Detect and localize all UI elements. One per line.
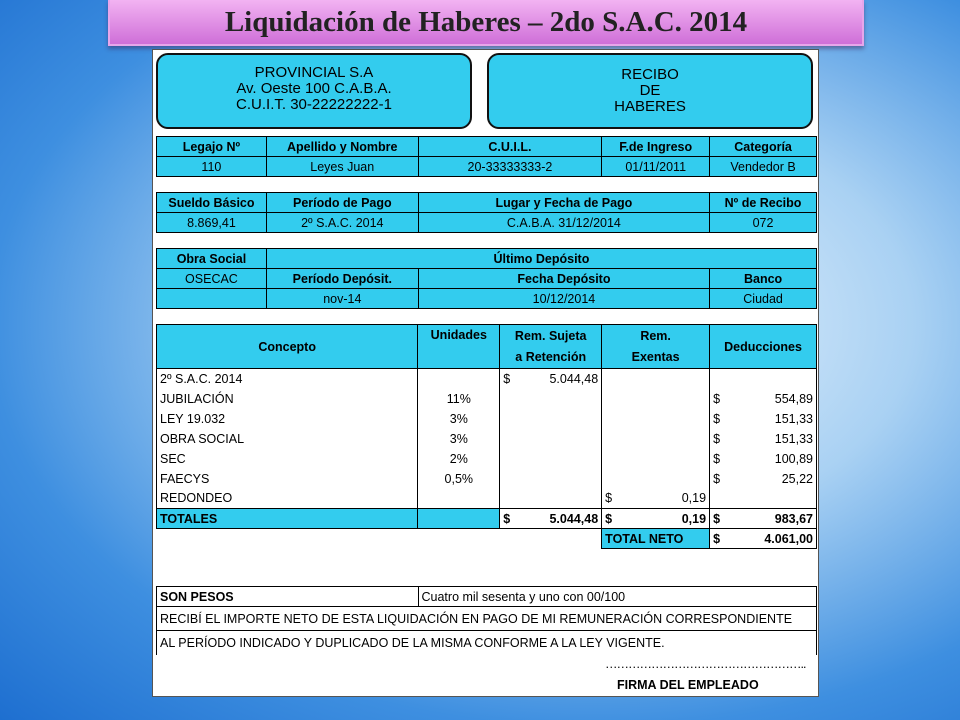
sueldo-basico-value: 8.869,41 (157, 213, 267, 233)
company-cuit: C.U.I.T. 30-22222222-1 (236, 96, 392, 113)
concept-sujeta (500, 369, 602, 389)
concept-sujeta (500, 409, 602, 429)
son-pesos-label: SON PESOS (157, 587, 419, 607)
concept-deducciones (710, 449, 817, 469)
header-apellido: Apellido y Nombre (266, 137, 418, 157)
concept-sujeta (500, 469, 602, 489)
concept-unidades (418, 489, 500, 509)
concept-unidades: 2% (418, 449, 500, 469)
concept-exentas (602, 449, 710, 469)
obra-social-value: OSECAC (157, 269, 267, 289)
concept-sujeta (500, 429, 602, 449)
payslip-sheet (152, 49, 819, 697)
declaration-line-2: AL PERÍODO INDICADO Y DUPLICADO DE LA MISMA CONFORME A LA LEY VIGENTE. (157, 631, 817, 655)
concept-unidades: 3% (418, 429, 500, 449)
periodo-deposito-value: nov-14 (266, 289, 418, 309)
concept-row (157, 429, 817, 449)
lugar-fecha-value: C.A.B.A. 31/12/2014 (418, 213, 709, 233)
title-banner (108, 0, 864, 46)
concept-deducciones (710, 389, 817, 409)
concept-deducciones (710, 369, 817, 389)
payment-table (156, 192, 817, 233)
header-unidades: Unidades (418, 325, 500, 369)
concepts-table (156, 324, 817, 549)
cuil-value: 20-33333333-2 (418, 157, 602, 177)
header-rem-sujeta-2: a Retención (500, 347, 602, 369)
company-address: Av. Oeste 100 C.A.B.A. (236, 80, 392, 97)
concept-name: JUBILACIÓN (157, 389, 418, 409)
header-deducciones: Deducciones (710, 325, 817, 369)
header-rem-sujeta-1: Rem. Sujeta (500, 325, 602, 347)
header-rem-exentas-1: Rem. (602, 325, 710, 347)
amount-value: 5.044,48 (549, 371, 599, 386)
header-lugar-fecha: Lugar y Fecha de Pago (418, 193, 709, 213)
currency-sign: $ (713, 471, 721, 486)
header-categoria: Categoría (710, 137, 817, 157)
header-sueldo-basico: Sueldo Básico (157, 193, 267, 213)
currency-sign: $ (713, 391, 721, 406)
concept-name: LEY 19.032 (157, 409, 418, 429)
total-neto-label: TOTAL NETO (602, 529, 710, 549)
concept-exentas (602, 429, 710, 449)
amount-value: 151,33 (774, 431, 813, 446)
periodo-pago-value: 2º S.A.C. 2014 (266, 213, 418, 233)
concept-row (157, 489, 817, 509)
fecha-ingreso-value: 01/11/2011 (602, 157, 710, 177)
concept-exentas (602, 489, 710, 509)
header-obra-social: Obra Social (157, 249, 267, 269)
concept-sujeta (500, 449, 602, 469)
totals-unidades-empty (418, 509, 500, 529)
concept-unidades: 11% (418, 389, 500, 409)
header-fecha-ingreso: F.de Ingreso (602, 137, 710, 157)
company-box (156, 53, 472, 129)
total-neto-value: $ 4.061,00 (710, 529, 817, 549)
currency-sign: $ (713, 451, 721, 466)
son-pesos-table (156, 586, 817, 655)
obra-social-empty (157, 289, 267, 309)
totals-deducciones: $ 983,67 (710, 509, 817, 529)
header-ultimo-deposito: Último Depósito (266, 249, 816, 269)
concept-row (157, 389, 817, 409)
header-nro-recibo: Nº de Recibo (710, 193, 817, 213)
header-banco: Banco (710, 269, 817, 289)
concept-deducciones (710, 469, 817, 489)
concept-name: SEC (157, 449, 418, 469)
header-legajo: Legajo Nº (157, 137, 267, 157)
signature-label: FIRMA DEL EMPLEADO (617, 678, 759, 692)
concept-exentas (602, 409, 710, 429)
currency-sign: $ (605, 491, 613, 506)
currency-sign: $ (713, 411, 721, 426)
concept-exentas (602, 389, 710, 409)
concept-row (157, 369, 817, 389)
concept-unidades: 0,5% (418, 469, 500, 489)
receipt-title-line-1: RECIBO (621, 66, 679, 83)
concept-row (157, 469, 817, 489)
page-title: Liquidación de Haberes – 2do S.A.C. 2014 (224, 5, 748, 38)
son-pesos-value: Cuatro mil sesenta y uno con 00/100 (418, 587, 817, 607)
concept-row (157, 449, 817, 469)
company-name: PROVINCIAL S.A (254, 64, 374, 81)
totals-label: TOTALES (157, 509, 418, 529)
concept-deducciones (710, 429, 817, 449)
concept-deducciones (710, 489, 817, 509)
totals-exentas: $ 0,19 (602, 509, 710, 529)
concept-name: 2º S.A.C. 2014 (157, 369, 418, 389)
amount-value: 25,22 (781, 471, 813, 486)
concept-exentas (602, 469, 710, 489)
concept-name: FAECYS (157, 469, 418, 489)
nro-recibo-value: 072 (710, 213, 817, 233)
header-periodo-deposito: Período Depósit. (266, 269, 418, 289)
deposit-table (156, 248, 817, 309)
nombre-value: Leyes Juan (266, 157, 418, 177)
amount-value: 0,19 (681, 491, 707, 506)
totals-sujeta: $ 5.044,48 (500, 509, 602, 529)
header-rem-exentas-2: Exentas (602, 347, 710, 369)
concept-row (157, 409, 817, 429)
fecha-deposito-value: 10/12/2014 (418, 289, 709, 309)
concept-sujeta (500, 489, 602, 509)
currency-sign: $ (503, 371, 511, 386)
receipt-title-line-3: HABERES (614, 98, 686, 115)
concept-sujeta (500, 389, 602, 409)
header-concepto: Concepto (157, 325, 418, 369)
declaration-line-1: RECIBÍ EL IMPORTE NETO DE ESTA LIQUIDACIÓN EN PAGO DE MI REMUNERACIÓN CORRESPONDIENTE (157, 607, 817, 631)
concept-exentas (602, 369, 710, 389)
signature-dots: …………………………………………….. (605, 657, 806, 671)
header-periodo-pago: Período de Pago (266, 193, 418, 213)
header-fecha-deposito: Fecha Depósito (418, 269, 709, 289)
amount-value: 100,89 (774, 451, 813, 466)
header-cuil: C.U.I.L. (418, 137, 602, 157)
currency-sign: $ (713, 431, 721, 446)
receipt-title-box (487, 53, 813, 129)
amount-value: 554,89 (774, 391, 813, 406)
employee-table (156, 136, 817, 177)
concept-deducciones (710, 409, 817, 429)
concept-name: REDONDEO (157, 489, 418, 509)
banco-value: Ciudad (710, 289, 817, 309)
concept-name: OBRA SOCIAL (157, 429, 418, 449)
receipt-title-line-2: DE (639, 82, 661, 99)
legajo-value: 110 (157, 157, 267, 177)
net-spacer (157, 529, 602, 549)
concept-unidades (418, 369, 500, 389)
amount-value: 151,33 (774, 411, 813, 426)
concept-unidades: 3% (418, 409, 500, 429)
categoria-value: Vendedor B (710, 157, 817, 177)
